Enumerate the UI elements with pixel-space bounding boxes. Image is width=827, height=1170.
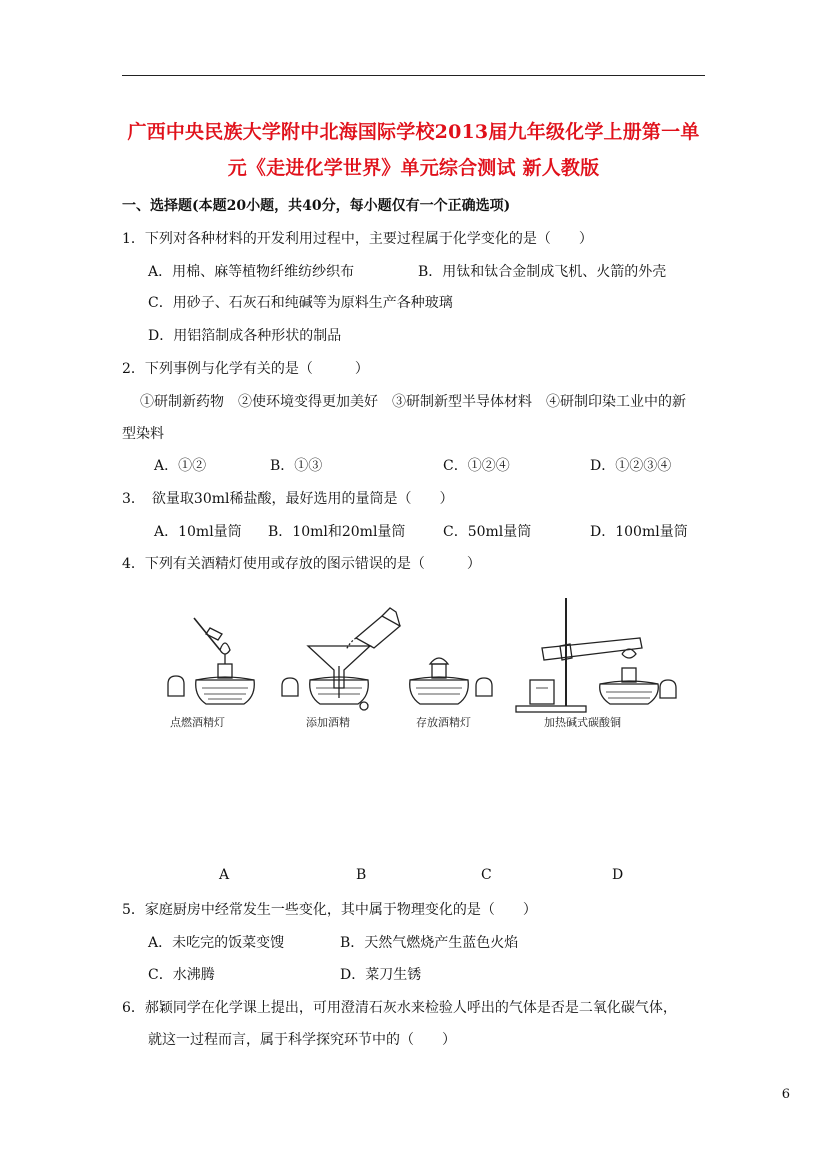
q1-stem: 1．下列对各种材料的开发利用过程中，主要过程属于化学变化的是（ ） xyxy=(122,231,593,247)
panel-a-lighting-illustration xyxy=(168,618,254,704)
q3-option-c: C．50ml量筒 xyxy=(443,524,532,540)
q1-option-b: B．用钛和钛合金制成飞机、火箭的外壳 xyxy=(418,264,667,280)
q2-stem: 2．下列事例与化学有关的是（ ） xyxy=(122,361,369,377)
document-title-line-1: 广西中央民族大学附中北海国际学校2013届九年级化学上册第一单 xyxy=(127,121,700,143)
caption-d: 加热碱式碳酸铜 xyxy=(544,716,621,729)
q3-stem: 3． 欲量取30ml稀盐酸，最好选用的量筒是（ ） xyxy=(122,491,454,507)
figure-label-a: A xyxy=(219,867,230,883)
document-title-line-2: 元《走进化学世界》单元综合测试 新人教版 xyxy=(227,157,600,179)
caption-b: 添加酒精 xyxy=(306,716,350,729)
alcohol-lamp-figure xyxy=(160,588,680,738)
q5-option-c: C．水沸腾 xyxy=(148,967,215,983)
caption-a: 点燃酒精灯 xyxy=(170,716,225,729)
q2-option-b: B．①③ xyxy=(270,458,323,474)
section-heading: 一、选择题(本题20小题，共40分，每小题仅有一个正确选项) xyxy=(122,198,511,214)
q5-option-b: B．天然气燃烧产生蓝色火焰 xyxy=(340,935,519,951)
q1-option-c: C．用砂子、石灰石和纯碱等为原料生产各种玻璃 xyxy=(148,295,453,311)
q1-option-a: A．用棉、麻等植物纤维纺纱织布 xyxy=(148,264,355,280)
panel-d-heating-illustration xyxy=(516,598,676,712)
q6-stem-line-2: 就这一过程而言，属于科学探究环节中的（ ） xyxy=(148,1032,456,1048)
q3-option-d: D．100ml量筒 xyxy=(590,524,688,540)
panel-b-adding-alcohol-illustration xyxy=(282,608,400,710)
q4-stem: 4．下列有关酒精灯使用或存放的图示错误的是（ ） xyxy=(122,556,481,572)
q3-option-b: B．10ml和20ml量筒 xyxy=(268,524,406,540)
figure-label-d: D xyxy=(612,867,624,883)
panel-c-storing-lamp-illustration xyxy=(410,658,492,704)
q5-option-a: A．未吃完的饭菜变馊 xyxy=(148,935,285,951)
q3-option-a: A．10ml量筒 xyxy=(154,524,242,540)
q1-option-d: D．用铝箔制成各种形状的制品 xyxy=(148,328,342,344)
figure-label-c: C xyxy=(481,867,492,883)
page-number: 6 xyxy=(781,1087,790,1102)
q5-stem: 5．家庭厨房中经常发生一些变化，其中属于物理变化的是（ ） xyxy=(122,902,537,918)
header-rule xyxy=(122,75,705,76)
caption-c: 存放酒精灯 xyxy=(416,716,471,729)
q2-option-d: D．①②③④ xyxy=(590,458,672,474)
q2-items-line-1: ①研制新药物 ②使环境变得更加美好 ③研制新型半导体材料 ④研制印染工业中的新 xyxy=(140,394,686,410)
figure-label-b: B xyxy=(356,867,367,883)
q2-option-a: A．①② xyxy=(154,458,207,474)
q2-option-c: C．①②④ xyxy=(443,458,510,474)
q2-items-line-2: 型染料 xyxy=(122,426,164,442)
q6-stem-line-1: 6．郝颖同学在化学课上提出，可用澄清石灰水来检验人呼出的气体是否是二氧化碳气体， xyxy=(122,1000,677,1016)
q5-option-d: D．菜刀生锈 xyxy=(340,967,422,983)
